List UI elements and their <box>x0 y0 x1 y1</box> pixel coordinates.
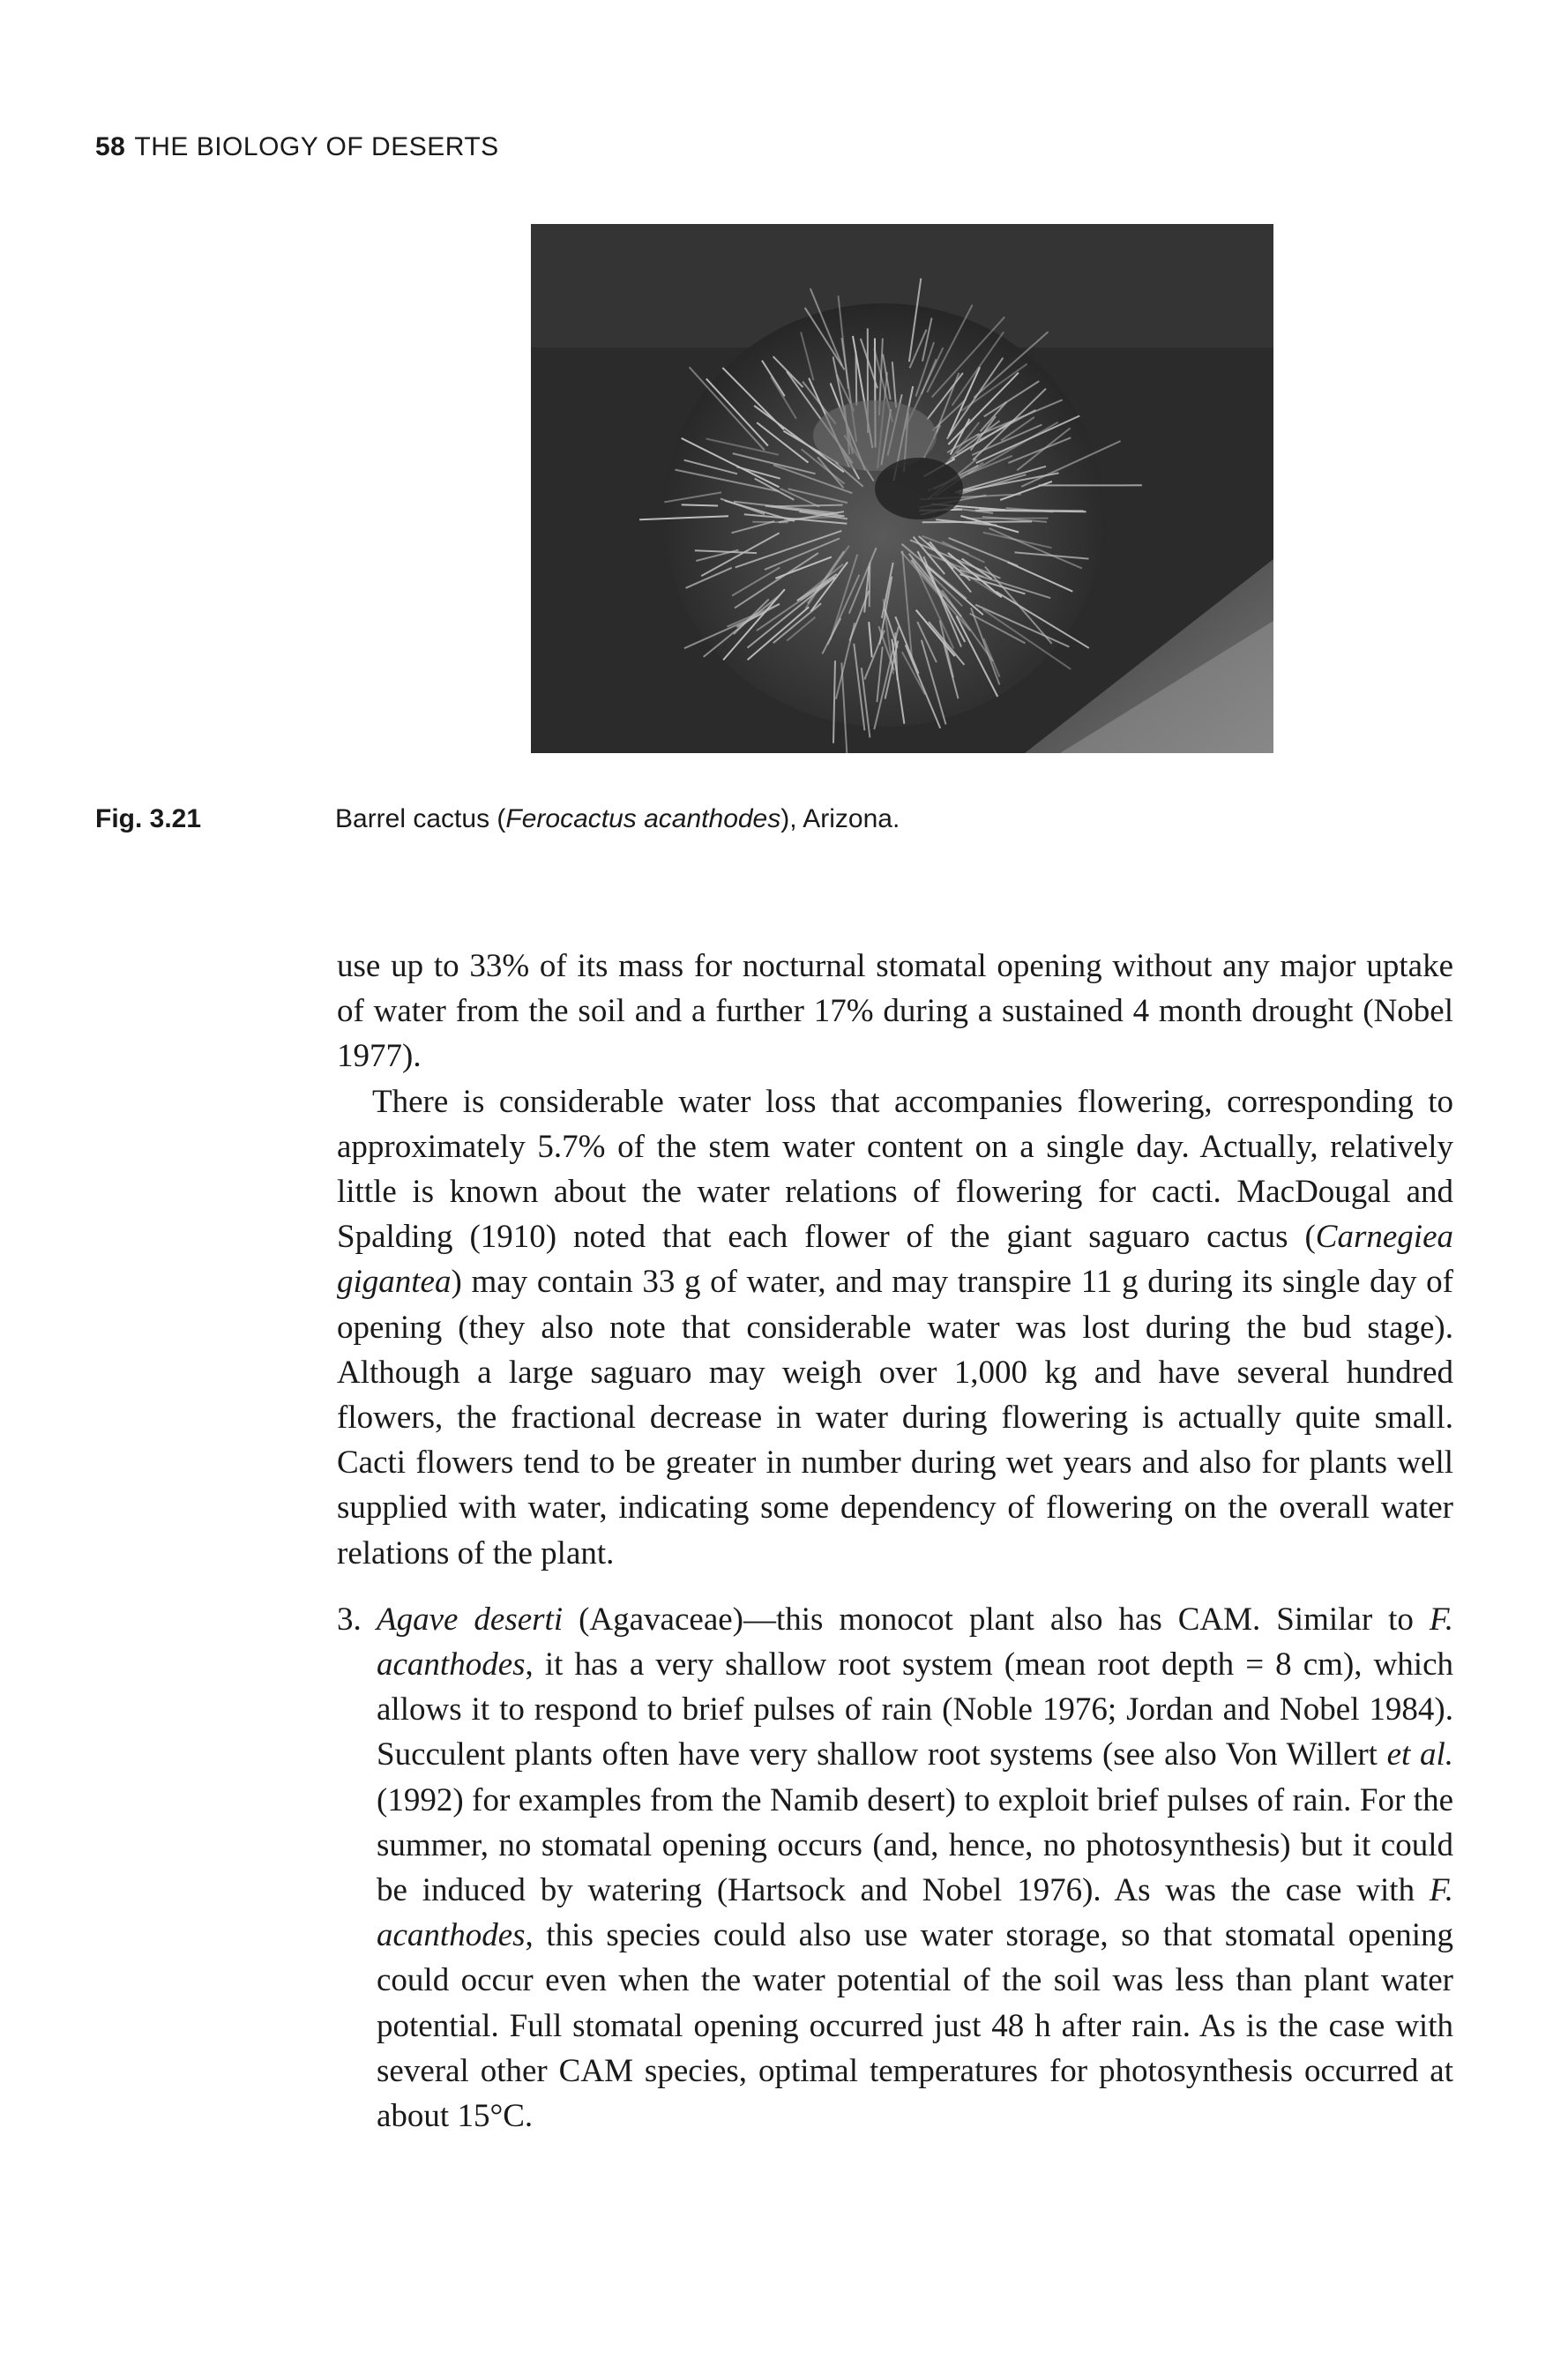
paragraph-1: use up to 33% of its mass for nocturnal stomatal opening without any major uptake of water from the soil and a further 17% during a sustained 4 month drought (Nobel 1977). <box>337 948 1453 1075</box>
paragraph-2-text-a: There is considerable water loss that accompanies flowering, corresponding to approximately 5.7% of the stem water content on a single day. Actually, relatively little is known about the water relations of flowering for cacti. MacDougal and Spalding (1910) noted that each flower of the giant saguaro cactus ( <box>337 1083 1453 1256</box>
barrel-cactus-photo <box>531 224 1273 753</box>
item3-abbr-2: F. acanthodes <box>377 1872 1453 1954</box>
item3-text-1: (Agavaceae)—this monocot plant also has CAM. Similar to <box>563 1601 1430 1638</box>
caption-text-prefix: Barrel cactus ( <box>335 804 506 833</box>
cactus-spine <box>682 504 718 505</box>
paragraph-2-species: Carnegiea gigantea <box>337 1219 1453 1301</box>
body-text <box>337 944 1453 2139</box>
paragraph-2-text-b: ) may contain 33 g of water, and may transpire 11 g during its single day of opening (they also note that considerable water was lost during the bud stage). Although a large saguaro may weigh over 1,000 kg and have several hundred flowers, the fractional decrease in water during flowering is actually quite small. Cacti flowers tend to be greater in number during wet years and also for plants well supplied with water, indicating some dependency of flowering on the overall water relations of the plant. <box>337 1264 1453 1571</box>
item3-abbr-1: F. acanthodes <box>377 1601 1453 1683</box>
paragraph-2 <box>337 1079 1453 1576</box>
figure-caption <box>95 804 1471 834</box>
item3-et-al: et al. <box>1386 1736 1453 1773</box>
item3-text-4: , this species could also use water storage, so that stomatal opening could occur even when the water potential of the soil was less than plant water potential. Full stomatal opening occurred just 48 h after rain. As is the case with several other CAM species, optimal temperatures for photosynthesis occurred at about 15°C. <box>377 1917 1453 2135</box>
caption-text-suffix: ), Arizona. <box>780 804 900 833</box>
barrel-cactus-illustration <box>531 224 1273 753</box>
caption-species: Ferocactus acanthodes <box>505 804 781 833</box>
running-title: THE BIOLOGY OF DESERTS <box>134 132 499 161</box>
item3-species: Agave deserti <box>377 1601 564 1638</box>
list-item-number: 3. <box>337 1601 362 1638</box>
figure-label: Fig. 3.21 <box>95 804 202 833</box>
item3-text-2: , it has a very shallow root system (mean root depth = 8 cm), which allows it to respond to brief pulses of rain (Noble 1976; Jordan and Nobel 1984). Succulent plants often have very shallow root systems (see also Von Willert <box>377 1646 1453 1773</box>
page-number: 58 <box>95 132 126 161</box>
list-item-3 <box>337 1597 1453 2139</box>
cactus-spine <box>752 522 788 523</box>
item3-text-3: (1992) for examples from the Namib desert) to exploit brief pulses of rain. For the summer, no stomatal opening occurs (and, hence, no photosynthesis) but it could be induced by watering (Hartsock and Nobel 1976). As was the case with <box>377 1781 1453 1909</box>
cactus-spine <box>856 351 857 405</box>
numbered-list <box>337 1597 1453 2139</box>
running-head <box>95 132 499 162</box>
cactus-spine <box>922 521 1032 522</box>
